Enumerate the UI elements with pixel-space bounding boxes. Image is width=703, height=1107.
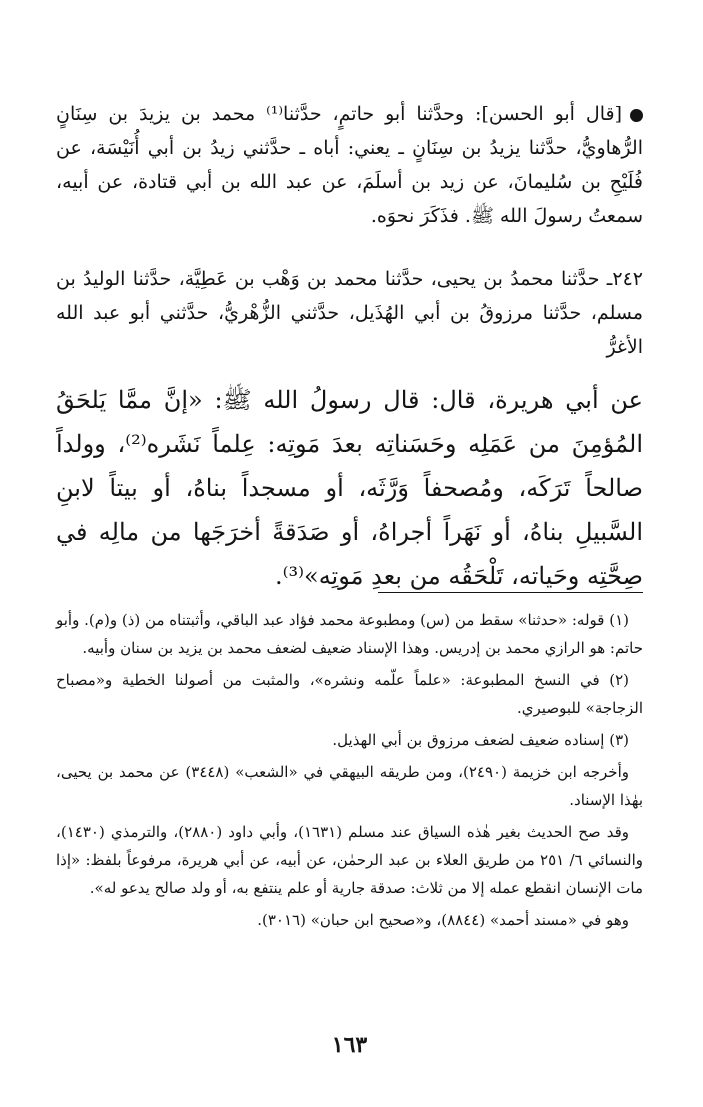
footnote-divider [378, 592, 643, 593]
bullet-icon [630, 109, 643, 122]
footnote-1: (١) قوله: «حدثنا» سقط من (س) ومطبوعة محمد فؤاد عبد الباقي، وأثبتناه من (ذ) و(م). وأبو حاتم: هو الرازي محمد بن إدريس. وهذا الإسناد ضعيف لضعف محمد بن يزيد بن سنان وأبيه. [56, 611, 643, 657]
footnote-3: (٣) إسناده ضعيف لضعف مرزوق بن أبي الهذيل. [332, 731, 629, 749]
footnote-2: (٢) في النسخ المطبوعة: «علماً علّمه ونشره»، والمثبت من أصولنا الخطية و«مصباح الزجاجة» للبوصيري. [56, 671, 643, 717]
page-number: ١٦٣ [331, 1032, 368, 1058]
footnotes [56, 606, 643, 938]
book-page [56, 0, 643, 1107]
intro-paragraph [56, 97, 643, 233]
footnote-3-sahih: وقد صح الحديث بغير هٰذه السياق عند مسلم (١٦٣١)، وأبي داود (٢٨٨٠)، والترمذي (١٤٣٠)، والنسائي ٦/ ٢٥١ من طريق العلاء بن عبد الرحمٰن، عن أبيه، عن أبي هريرة، مرفوعاً بلفظ: «إذا مات الإنسان انقطع عمله إلا من ثلاث: صدقة جارية أو علم ينتفع به، أو ولد صالح يدعو له». [56, 823, 644, 897]
footnote-3-takhrij: وأخرجه ابن خزيمة (٢٤٩٠)، ومن طريقه البيهقي في «الشعب» (٣٤٤٨) عن محمد بن يحيى، بهٰذا الإسناد. [56, 763, 643, 809]
footnote-3-musnad: وهو في «مسند أحمد» (٨٨٤٤)، و«صحيح ابن حبان» (٣٠١٦). [257, 911, 629, 929]
intro-paragraph-text: [قال أبو الحسن]: وحدَّثنا أبو حاتمٍ، حدَّثنا⁽¹⁾ محمد بن يزيدَ بن سِنَانٍ الرُّهاويُّ، حدَّثنا يزيدُ بن سِنَانٍ ـ يعني: أباه ـ حدَّثني زيدُ بن أبي أُنَيْسَة، عن فُلَيْحِ بن سُليمانَ، عن زيد بن أسلَمَ، عن عبد الله بن أبي قتادة، عن أبيه، سمعتُ رسولَ الله ﷺ. فذَكَرَ نحوَه. [56, 103, 643, 227]
hadith-242-matn: عن أبي هريرة، قال: قال رسولُ الله ﷺ: «إنَّ ممَّا يَلحَقُ المُؤمِنَ من عَمَلِه وحَسَناتِه بعدَ مَوتِه: عِلماً نَشَره⁽²⁾، وولداً صالحاً تَرَكَه، ومُصحفاً وَرَّثَه، أو مسجداً بناهُ، أو بيتاً لابنِ السَّبيلِ بناهُ، أو نَهَراً أجراهُ، أو صَدَقةً أخرَجَها من مالِه في صِحَّتِه وحَياته، تَلْحَقُه من بعدِ مَوتِه»⁽³⁾. [56, 386, 643, 590]
hadith-242-isnad: ٢٤٢ـ حدَّثنا محمدُ بن يحيى، حدَّثنا محمد بن وَهْب بن عَطِيَّة، حدَّثنا الوليدُ بن مسلم، حدَّثنا مرزوقُ بن أبي الهُذَيل، حدَّثني الزُّهْريُّ، حدَّثني أبو عبد الله الأغرُّ [56, 268, 643, 358]
